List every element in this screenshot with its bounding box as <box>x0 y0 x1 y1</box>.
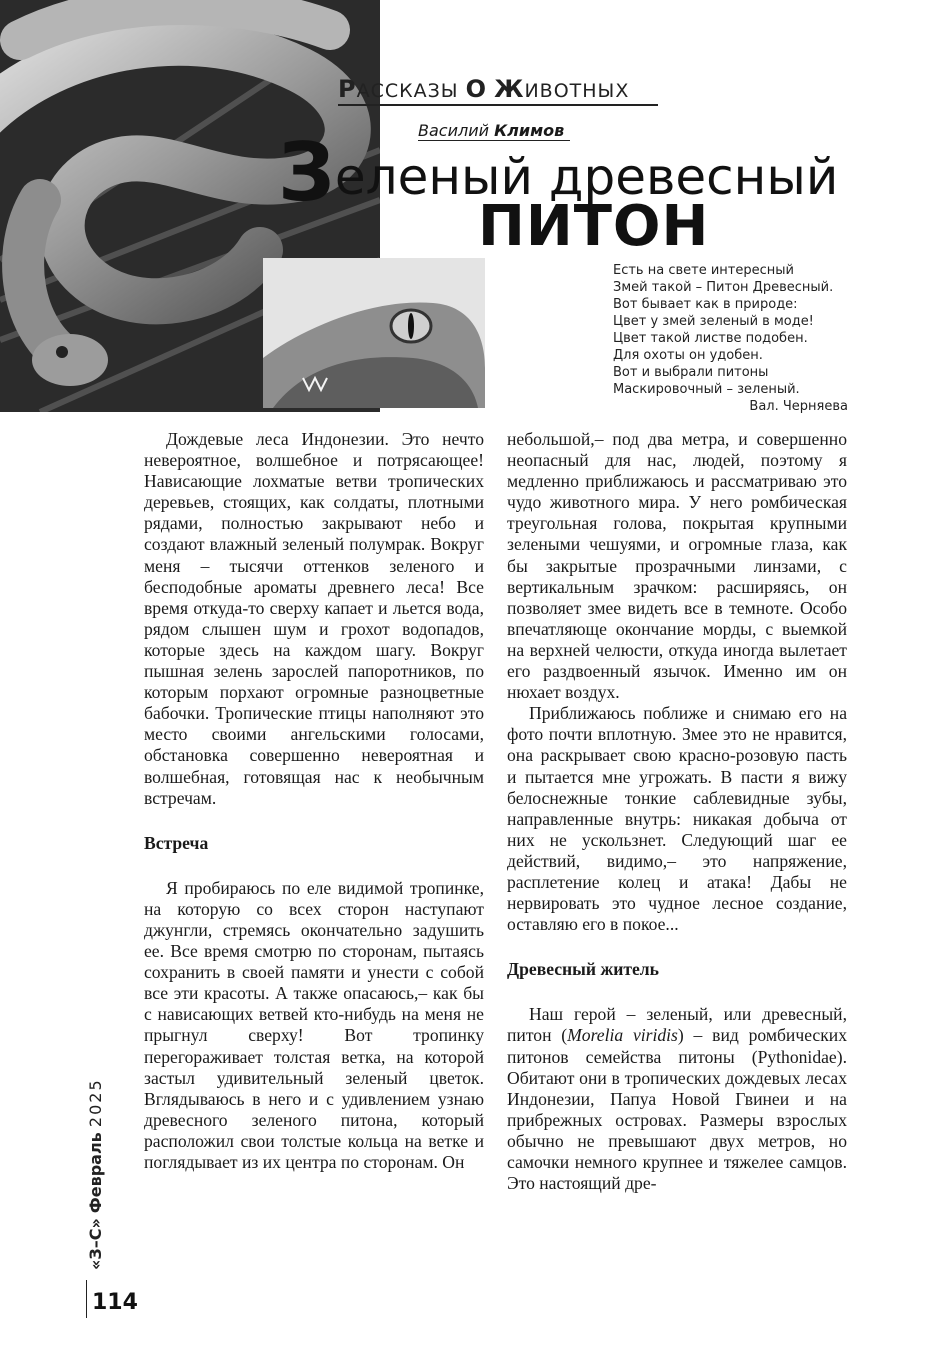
magazine-issue-label <box>86 1078 105 1270</box>
poem-line: Маскировочный – зеленый. <box>613 382 800 397</box>
paragraph-text: ) – вид ромбических питонов семейства питоны (Pythonidae). Обитают они в тропических дождевых лесах Индонезии, Папуа Новой Гвинеи и на прибрежных островах. Размеры взрослых обычно не превышают двух метров, но самочки немного крупнее и тяжелее самцов. Это настоящий дре- <box>507 1025 848 1194</box>
issue-year: 2025 <box>86 1078 105 1128</box>
article-paragraph: Приближаюсь поближе и снимаю его на фото почти вплотную. Змее это не нравится, она раскрывает свою красно-розовую пасть и пытается мне угрожать. В пасти я вижу белоснежные тонкие саблевидные зубы, направленные внутрь: никакая добыча от них не ускользнет. Следующий шаг ее действий, видимо,– это напряжение, расплетение колец и атака! Дабы не нервировать это чудное лесное создание, оставляю его в покое... <box>507 703 847 935</box>
author-last-name: Климов <box>494 121 565 140</box>
rubric-initial-1: Р <box>338 75 357 103</box>
rubric-word-3: ИВОТНЫХ <box>524 80 630 102</box>
poem-line: Цвет такой листве подобен. <box>613 331 808 346</box>
poem-line: Цвет у змей зеленый в моде! <box>613 314 814 329</box>
article-paragraph: небольшой,– под два метра, и совершенно неопасный для нас, людей, поэтому я медленно приближаюсь и рассматриваю это чудо животного мира. У него ромбическая треугольная голова, покрытая крупными зелеными чешуями, и огромные глаза, как бы закрытые прозрачными линзами, с вертикальным зрачком: расширяясь, он позволяет змее видеть все в темноте. Особо впечатляюще окончание морды, с выемкой на верхней челюсти, откуда иногда вылетает его раздвоенный язычок. Именно им он нюхает воздух. <box>507 429 847 703</box>
latin-species-name: Morelia viridis <box>567 1025 678 1046</box>
title-text-1: еленый древесный <box>334 148 839 206</box>
poem-author: Вал. Черняева <box>749 399 848 414</box>
poem-line: Есть на свете интересный <box>613 263 794 278</box>
paragraph-text: Наш герой – зеленый, или древесный, питон ( <box>507 1004 847 1046</box>
poem-line: Для охоты он удобен. <box>613 348 763 363</box>
article-paragraph <box>507 1004 847 1194</box>
article-column-left <box>144 429 484 1173</box>
article-paragraph: Дождевые леса Индонезии. Это нечто невероятное, волшебное и потрясающее! Нависающие лохматые ветви тропических деревьев, стоящих, как солдаты, плотными рядами, полностью закрывают небо и создают влажный зеленый полумрак. Вокруг меня – тысячи оттенков зеленого и бесподобные ароматы древнего леса! Все время откуда-то сверху капает и льется вода, рядом слышен шум и грохот водопадов, которые здесь на каждом шагу. Вокруг пышная зелень зарослей папоротников, по которым порхают огромные разноцветные бабочки. Тропические птицы наполняют это место своими ангельскими голосами, обстановка совершенно невероятная и волшебная, готовящая нас к необычным встречам. <box>144 429 484 808</box>
poem-line: Вот и выбрали питоны <box>613 365 769 380</box>
section-heading-meeting: Встреча <box>144 832 209 853</box>
issue-month: Февраль <box>86 1132 105 1214</box>
section-heading-tree-dweller: Древесный житель <box>507 959 659 980</box>
footer-divider <box>86 1280 87 1318</box>
rubric-initial-3: Ж <box>494 75 525 103</box>
rubric-word-1: АССКАЗЫ <box>356 80 459 102</box>
page-number: 114 <box>92 1290 138 1315</box>
epigraph-poem <box>613 262 848 415</box>
poem-line: Змей такой – Питон Древесный. <box>613 280 834 295</box>
author-first-name: Василий <box>418 121 489 140</box>
article-column-right <box>507 429 847 1194</box>
article-title-line-2: ПИТОН <box>478 194 710 259</box>
article-paragraph: Я пробираюсь по еле видимой тропинке, на которую со всех сторон наступают джунгли, стремясь окончательно задушить ее. Все время смотрю по сторонам, пытаясь сохранить в своей памяти и унести с собой все эти красоты. А также опасаюсь,– как бы с нависающих ветвей кто-нибудь на меня не прыгнул сверху! Вот тропинку перегораживает толстая ветка, на которой застыл удивительный зеленый цветок. Вглядываюсь в него и с удивлением узнаю древесного зеленого питона, который расположил свои толстые кольца на ветке и поглядывает из их центра по сторонам. Он <box>144 877 484 1172</box>
section-rubric <box>338 76 658 106</box>
magazine-name: «З–С» <box>86 1218 105 1270</box>
title-drop-cap: З <box>278 126 335 219</box>
poem-line: Вот бывает как в природе: <box>613 297 798 312</box>
rubric-word-2: О <box>465 75 488 103</box>
python-head-photo <box>263 258 485 408</box>
python-head-illustration <box>263 258 485 408</box>
